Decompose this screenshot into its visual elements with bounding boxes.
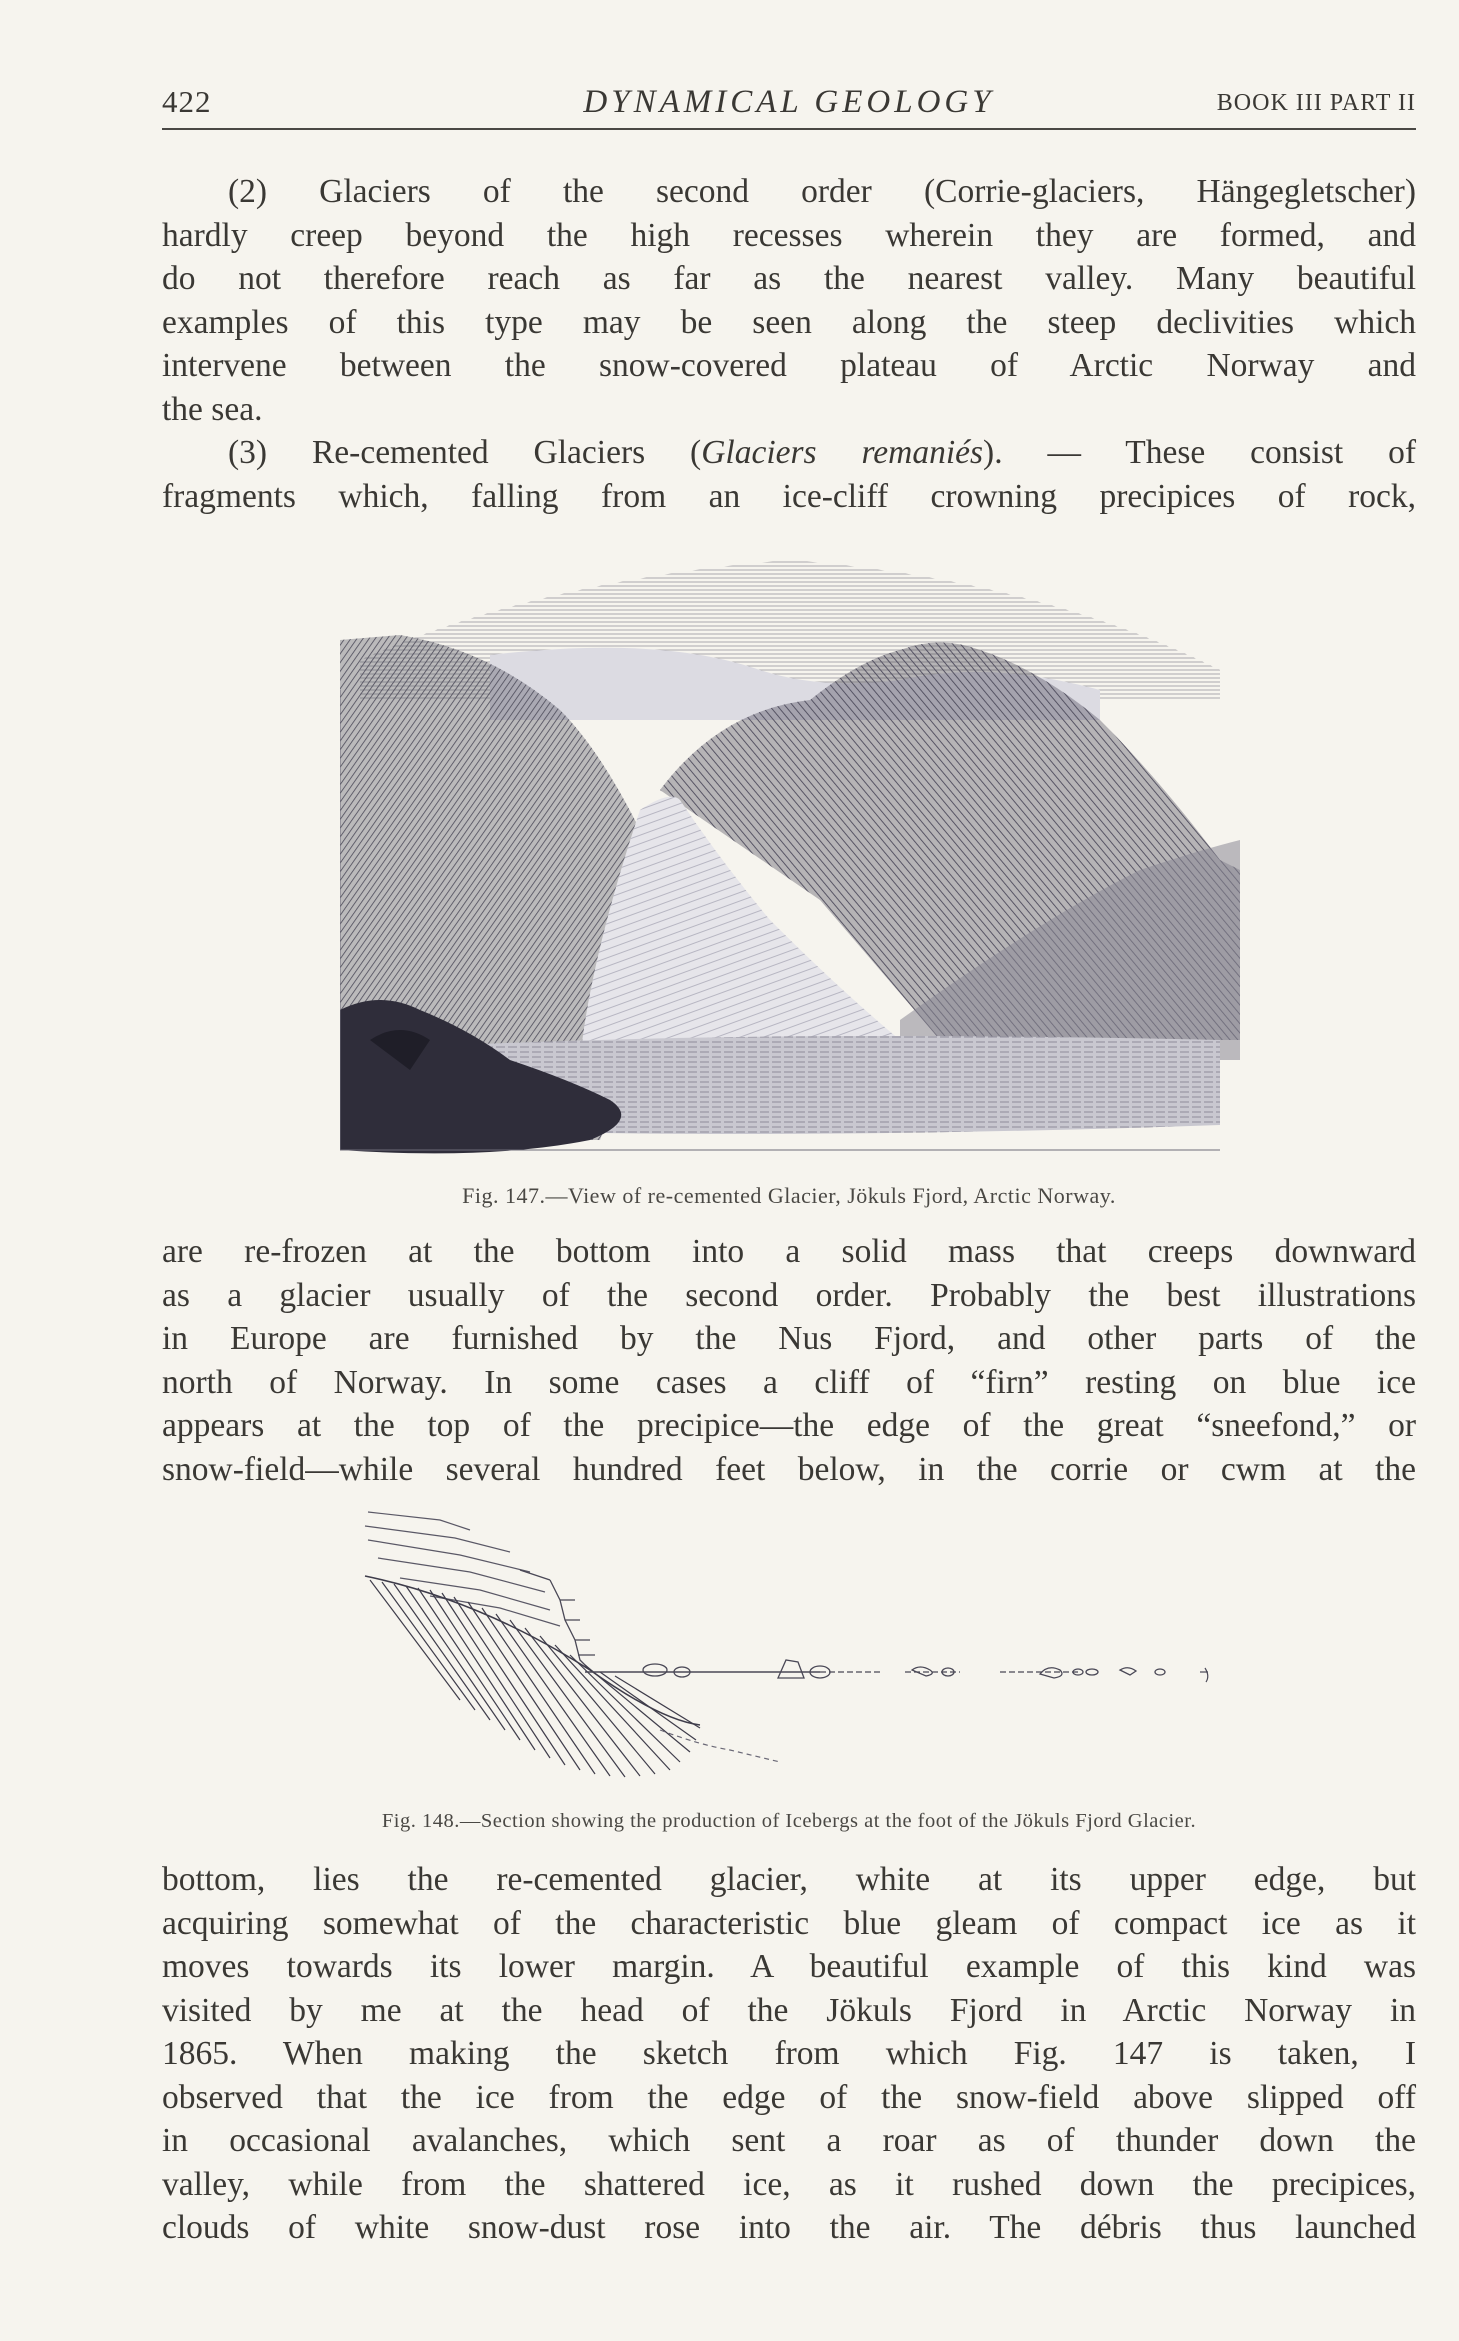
- figure-148-caption: Fig. 148.—Section showing the production of Icebergs at the foot of the Jökuls Fjord Glacier.: [381, 1810, 1197, 1832]
- text-line: are re-frozen at the bottom into a solid mass that creeps downward: [162, 1233, 1416, 1270]
- paragraph-refrozen: [162, 1230, 1416, 1491]
- figure-148-iceberg-section: [360, 1500, 1240, 1800]
- text-line: as a glacier usually of the second order. Probably the best illustrations: [162, 1276, 1416, 1314]
- text-line: [162, 431, 1416, 475]
- text-line: fragments which, falling from an ice-cliff crowning precipices of rock,: [162, 477, 1416, 515]
- paragraph-glaciers-second-order: [162, 170, 1416, 431]
- figure-147-caption: Fig. 147.—View of re-cemented Glacier, Jökuls Fjord, Arctic Norway.: [462, 1183, 1116, 1208]
- text-line: hardly creep beyond the high recesses wherein they are formed, and: [162, 216, 1416, 254]
- paragraph-recemented-glacier-description: [162, 1858, 1416, 2250]
- iceberg-section-diagram: [360, 1500, 1240, 1800]
- text-line: 1865. When making the sketch from which Fig. 147 is taken, I: [162, 2035, 1416, 2072]
- text-line: acquiring somewhat of the characteristic blue gleam of compact ice as it: [162, 1904, 1416, 1942]
- page-number: 422: [162, 84, 212, 119]
- running-header: [162, 82, 1416, 130]
- text-line: intervene between the snow-covered plateau of Arctic Norway and: [162, 347, 1416, 384]
- text-line: moves towards its lower margin. A beautiful example of this kind was: [162, 1948, 1416, 1985]
- text-line: do not therefore reach as far as the nearest valley. Many beautiful: [162, 260, 1416, 297]
- text-line: in occasional avalanches, which sent a roar as of thunder down the: [162, 2122, 1416, 2159]
- text-line: valley, while from the shattered ice, as it rushed down the precipices,: [162, 2165, 1416, 2203]
- text-line: visited by me at the head of the Jökuls Fjord in Arctic Norway in: [162, 1991, 1416, 2029]
- figure-147-glacier-engraving: [340, 540, 1240, 1170]
- paragraph-recemented-glaciers: [162, 431, 1416, 518]
- text-line: appears at the top of the precipice—the edge of the great “sneefond,” or: [162, 1407, 1416, 1444]
- text-line: observed that the ice from the edge of the snow-field above slipped off: [162, 2078, 1416, 2116]
- text-line: bottom, lies the re-cemented glacier, white at its upper edge, but: [162, 1861, 1416, 1898]
- text-line: in Europe are furnished by the Nus Fjord, and other parts of the: [162, 1320, 1416, 1357]
- italic-term: Glaciers remaniés: [701, 434, 984, 471]
- text-line: (2) Glaciers of the second order (Corrie-glaciers, Hängegletscher): [228, 173, 1416, 210]
- running-title: DYNAMICAL GEOLOGY: [583, 84, 995, 120]
- text-line: the sea.: [162, 390, 263, 428]
- text-line: north of Norway. In some cases a cliff of “firn” resting on blue ice: [162, 1363, 1416, 1401]
- glacier-landscape-illustration: [340, 540, 1240, 1170]
- text-line: snow-field—while several hundred feet below, in the corrie or cwm at the: [162, 1450, 1416, 1488]
- text-fragment: ). — These consist of: [983, 434, 1416, 471]
- text-line: clouds of white snow-dust rose into the air. The débris thus launched: [162, 2209, 1416, 2246]
- text-line: examples of this type may be seen along the steep declivities which: [162, 303, 1416, 341]
- text-fragment: (3) Re-cemented Glaciers (: [228, 434, 702, 471]
- book-part-label: BOOK III PART II: [1216, 90, 1416, 116]
